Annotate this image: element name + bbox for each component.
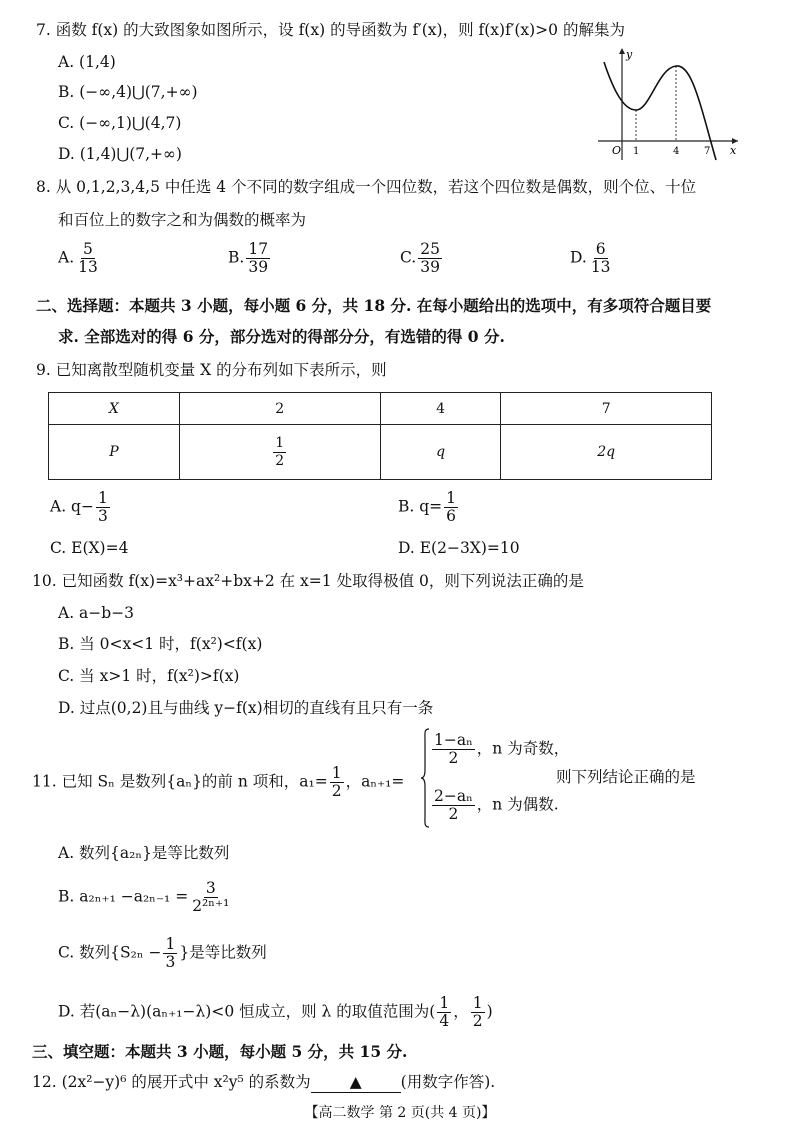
q9-table-cell: q <box>380 425 501 480</box>
q7-graph-tick-1: 1 <box>633 146 640 157</box>
q7-graph-tick-4: 4 <box>673 146 680 157</box>
section3-heading: 三、填空题：本题共 3 小题，每小题 5 分，共 15 分. <box>32 1042 408 1061</box>
q7-function-graph <box>592 44 742 164</box>
q9-table-cell: 2q <box>501 425 712 480</box>
q8-stem-line2: 和百位上的数字之和为偶数的概率为 <box>58 211 307 229</box>
q11-stem: 11. 已知 Sₙ 是数列{aₙ}的前 n 项和，a₁= $\frac{1}{2}$ ，aₙ₊₁= <box>32 764 405 800</box>
q9-table-cell: X <box>49 393 180 425</box>
q8-option-a: A. $\frac{5}{13}$ <box>58 240 98 276</box>
q7-option-c: C. (−∞,1)⋃(4,7) <box>58 114 182 132</box>
q9-option-a: A. q− $\frac{1}{3}$ <box>50 489 108 525</box>
q11-option-d: D. 若(aₙ−λ)(aₙ₊₁−λ)<0 恒成立，则 λ 的取值范围为( $\frac{1}{4}$ ， $\frac{1}{2}$ ) <box>58 994 493 1030</box>
q10-option-a: A. a−b−3 <box>58 604 135 622</box>
q8-option-b: B. $\frac{17}{39}$ <box>228 240 269 276</box>
q9-option-b: B. q= $\frac{1}{6}$ <box>398 489 457 525</box>
q7-option-a: A. (1,4) <box>58 53 116 71</box>
q9-option-c: C. E(X)=4 <box>50 539 129 557</box>
q9-option-d: D. E(2−3X)=10 <box>398 539 520 557</box>
q9-table-cell: P <box>49 425 180 480</box>
section2-heading-line2: 求. 全部选对的得 6 分，部分选对的得部分分，有选错的得 0 分. <box>58 327 505 346</box>
q11-option-a: A. 数列{a₂ₙ}是等比数列 <box>58 844 230 862</box>
q11-option-c: C. 数列{S₂ₙ − $\frac{1}{3}$ }是等比数列 <box>58 935 267 971</box>
q7-option-b: B. (−∞,4)⋃(7,+∞) <box>58 83 198 101</box>
q7-graph-tick-7: 7 <box>704 146 711 157</box>
q7-stem: 7. 函数 f(x) 的大致图象如图所示，设 f(x) 的导函数为 f′(x)，则 f(x)f′(x)>0 的解集为 <box>36 21 625 39</box>
q12-answer-blank: ▲ <box>311 1072 401 1093</box>
q8-option-d: D. $\frac{6}{13}$ <box>570 240 611 276</box>
q11-stem-tail: 则下列结论正确的是 <box>556 768 696 786</box>
q9-distribution-table <box>48 392 712 480</box>
q11-case-odd: $\frac{\text{1−aₙ}}{2}$ ，n 为奇数， <box>434 731 570 767</box>
q8-option-c: C. $\frac{25}{39}$ <box>400 240 440 276</box>
page-footer: 【高二数学 第 2 页(共 4 页)】 <box>304 1105 496 1121</box>
q11-piecewise-brace <box>420 728 430 828</box>
q11-case-even: $\frac{\text{2−aₙ}}{2}$ ，n 为偶数. <box>434 787 559 823</box>
q9-table-cell: 4 <box>380 393 501 425</box>
q7-graph-y-label: y <box>626 48 633 61</box>
q10-option-c: C. 当 x>1 时，f(x²)>f(x) <box>58 667 240 685</box>
q8-stem-line1: 8. 从 0,1,2,3,4,5 中任选 4 个不同的数字组成一个四位数，若这个四位数是偶数，则个位、十位 <box>36 178 697 196</box>
q12-stem: 12. (2x²−y)⁶ 的展开式中 x²y⁵ 的系数为 ▲ (用数字作答). <box>32 1073 496 1091</box>
section2-heading-line1: 二、选择题：本题共 3 小题，每小题 6 分，共 18 分. 在每小题给出的选项中，有多项符合题目要 <box>36 296 712 315</box>
q11-option-b: B. a₂ₙ₊₁ −a₂ₙ₋₁ = $\frac{3}{\text{2²ⁿ⁺¹}}$ <box>58 879 230 915</box>
q9-table-cell: 7 <box>501 393 712 425</box>
q7-graph-origin: O <box>612 144 622 157</box>
q10-option-d: D. 过点(0,2)且与曲线 y−f(x)相切的直线有且只有一条 <box>58 699 434 717</box>
q9-table-cell: 2 <box>179 393 380 425</box>
q10-option-b: B. 当 0<x<1 时，f(x²)<f(x) <box>58 635 263 653</box>
q9-table-cell: $\frac{1}{2}$ <box>179 425 380 480</box>
q7-graph-x-label: x <box>730 144 737 157</box>
q9-stem: 9. 已知离散型随机变量 X 的分布列如下表所示，则 <box>36 361 387 379</box>
q7-option-d: D. (1,4)⋃(7,+∞) <box>58 145 182 163</box>
q10-stem: 10. 已知函数 f(x)=x³+ax²+bx+2 在 x=1 处取得极值 0，则下列说法正确的是 <box>32 572 584 590</box>
